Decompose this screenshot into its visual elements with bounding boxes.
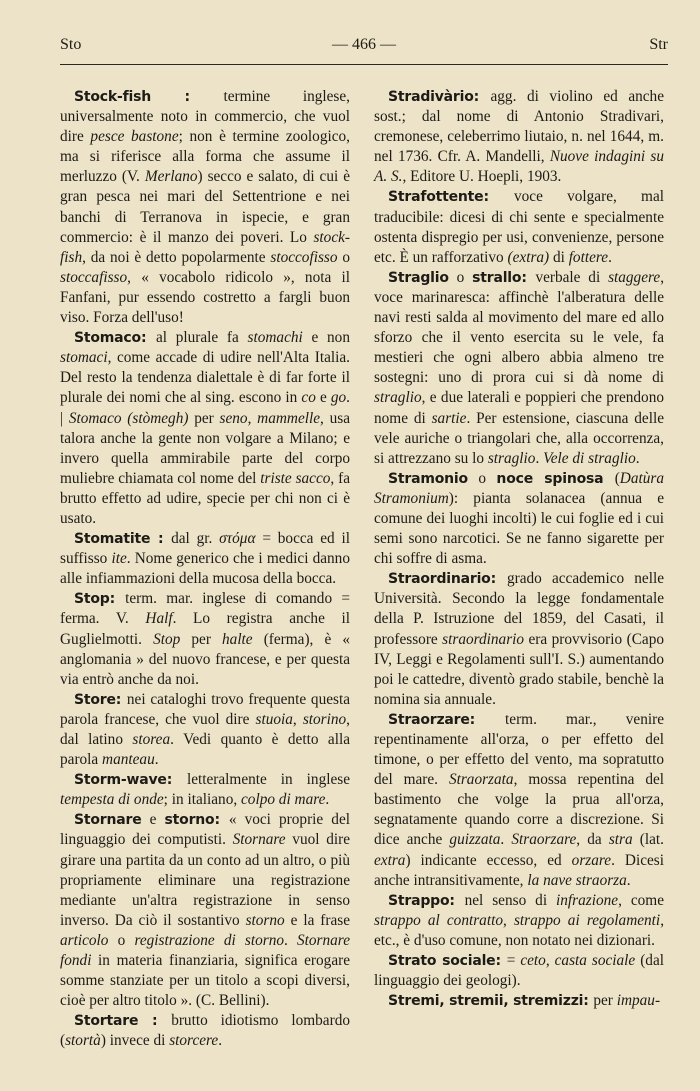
entry-text: , come [618,891,664,909]
entry-text: agg. di violino ed anche sost.; dal nome di Antonio Stradivari, cremonese, celeberrimo liutaio, n. nel 1644, m. nel 1736. Cfr. A. Mandelli, [374,88,664,166]
entry-italic-text: Straorzare [511,831,577,849]
entry-text: , mossa repentina del bastimento che volge la prua all'orza, segnatamente quando corre a discrezione. Si dice anche [374,771,665,849]
entry-connector: o [467,469,497,487]
entry-italic-text: co [301,389,316,407]
entry-text: . Dicesi anche intransitivamente, [374,851,664,889]
entry-italic-text: ceto [520,952,546,970]
entry-italic-text: stoccofisso [270,248,338,266]
entry-separator: : [166,772,187,789]
entry-text: ) invece di [100,1032,170,1050]
entry-italic-text: Merlano [144,168,198,186]
entry-text: . [284,931,298,949]
entry-italic-text: registrazione di storno [134,931,284,949]
entry-headword: Stradivàrio [388,89,474,105]
entry-italic-text: stra [608,831,633,849]
entry-italic-text: fottere [568,248,609,266]
entry-separator: : [109,591,126,608]
entry-text: . [325,791,330,809]
entry-text: al plurale fa [155,329,248,347]
entry-italic-text: strappo al contratto [374,911,503,929]
entry-italic-text: halte [222,630,253,648]
entry-separator: : [483,189,514,206]
entry-text: . Nome generico che i medici danno alle infiammazioni della mucosa della bocca. [60,550,350,588]
entry-italic-text: straordinario [442,630,525,648]
entry-separator: : [138,1013,172,1030]
entry-italic-text: strappo ai regolamenti [513,911,661,929]
entry-italic-text: storino [302,710,347,728]
entry-text: per [593,992,617,1010]
entry-italic-text: storea [132,731,171,748]
entry-separator: : [469,711,506,728]
dictionary-entry [374,710,664,891]
entry-separator: : [214,812,229,829]
entry-italic-text: straglio [374,389,422,407]
entry-text: , fa brutto effetto ad udire, specie per chi non ci è usato. [60,469,350,527]
entry-italic-text: stock-fish [60,228,350,266]
entry-headword: Straordinario [388,571,491,588]
entry-headword: Stortare [74,1013,139,1030]
entry-text: grado accademico nelle Università. Secondo la legge fondamentale della P. Istruzione del 1859, del Casati, il professore [374,570,665,648]
entry-text: , etc., è d'uso comune, non notato nei dizionari. [374,911,665,949]
entry-text: per [180,630,223,648]
entry-text: di [549,248,569,266]
entry-italic-text: colpo di mare [241,791,326,809]
entry-text: vuol dire girare una partita da un conto ad un altro, o più propriamente eliminare una registrazione mediante un'altra registrazione in senso inverso. Da ciò il sostantivo [60,831,350,929]
entry-separator: : [490,571,507,588]
entry-italic-text: storno [245,911,285,929]
entry-text: e non [302,329,350,347]
dictionary-entry [60,690,350,770]
entry-text: voce volgare, mal traducibile: dicesi di chi sente e specialmente ostenta dispregio per usi, convenienze, persone etc. È un rafforzativo [374,188,664,266]
entry-headword: Stock-fish [74,89,152,105]
entry-text: . [626,871,631,889]
entry-separator: : [449,892,465,909]
dictionary-entry [374,187,664,267]
entry-italic-text: Vele di straglio [543,449,636,467]
running-header [60,36,668,58]
entry-italic-text: la nave straorza [527,871,627,889]
entry-separator: : [495,953,507,970]
entry-text: term. mar. inglese di comando = ferma. V. [60,590,350,628]
entry-text: . [635,449,640,467]
dictionary-entry [60,770,350,810]
header-left-guideword: Sto [60,36,82,53]
entry-italic-text: stomachi [247,329,303,347]
entry-italic-text: straglio [487,449,536,467]
entry-text: (lat. [632,831,664,849]
entry-text: term. mar., venire repentinamente all'orza, o per effetto del timone, o per effetto del vento, ma sopratutto del mare. [374,710,664,789]
entry-italic-text: (extra) [507,248,550,266]
dictionary-entry [60,529,350,589]
header-right-guideword: Str [649,36,668,53]
entry-text: , [292,710,303,728]
entry-text: , usa talora anche la gente non volgare a Milano; e invero quella ammirabile parte del corpo muliebre chiamata col nome del [60,409,351,487]
right-column [374,87,664,1011]
entry-italic-text: manteau [102,751,155,769]
entry-text: = [506,952,521,970]
entry-text: , dal latino [60,710,350,748]
entry-text: . [608,248,612,266]
entry-text: (dal linguaggio dei geologi). [374,952,664,990]
entry-headword: Stramonio [388,470,468,487]
entry-separator: : [140,330,156,347]
entry-text: . | [60,389,350,427]
entry-text: , Editore U. Hoepli, 1903. [402,168,562,186]
entry-text: era provvisorio (Capo IV, Leggi e Regolamenti sull'I. S.) aumentando poi le cattedre, diventò grado stabile, benchè la nomina sia annuale. [374,630,664,708]
entry-separator: : [115,691,127,708]
entry-italic-text: casta sociale [554,952,636,970]
dictionary-entry [60,87,350,328]
dictionary-entry [374,991,664,1011]
entry-text: (ferma), è « anglomania » del nuovo francese, e per questa via entrò anche da noi. [60,630,350,688]
entry-italic-text: go [330,389,347,407]
entry-italic-text: Stornare [232,831,286,849]
header-rule [60,64,668,65]
entry-text: ): pianta solanacea (annua e comune dei luoghi incolti) le cui foglie ed i cui semi sono narcotici. Se ne fanno sigarette per chi soffre di asma. [374,489,664,568]
entry-text: , e due laterali e poppieri che prendono nome di [374,389,664,427]
entry-headword: Stomaco [74,330,141,347]
dictionary-entry [374,268,664,469]
entry-italic-text: Stornare fondi [60,931,350,970]
entry-italic-text: articolo [60,931,109,949]
dictionary-entry [60,328,350,529]
entry-text: o [108,931,135,949]
entry-italic-text: guizzata [449,831,501,849]
entry-italic-text: mammelle [257,409,321,427]
dictionary-entry [374,951,664,991]
entry-text: brutto idiotismo lombardo ( [60,1012,350,1050]
dictionary-entry [374,569,664,710]
entry-headword: Stornare [74,812,142,829]
dictionary-entry [374,891,664,951]
entry-text: letteralmente in inglese [186,771,351,789]
entry-italic-text: Straorzata [448,771,514,789]
entry-separator: : [521,269,536,286]
entry-italic-text: stoccafisso [60,268,128,286]
entry-text: . [535,449,544,467]
entry-text: . Lo registra anche il Guglielmotti. [60,610,350,648]
entry-text: nei cataloghi trovo frequente questa parola francese, che vuol dire [60,690,351,728]
entry-connector: e [141,811,165,829]
entry-headword: Storm-wave [74,772,167,789]
entry-italic-text: staggere [608,268,661,286]
dictionary-entry [60,1011,350,1051]
entry-text: , come accade di udire nell'Alta Italia. Del resto la tendenza dialettale è di far forte il plurale dei nomi che al sing. escono in [60,349,350,407]
entry-headword: Strafottente [388,189,484,206]
entry-text: , [247,409,258,427]
entry-text: , [502,911,514,929]
entry-text: ) secco e salato, di cui è gran pesca nei mari del Settentrione e nei banchi di Terranova in ispecie, e gran commercio: è il manzo dei poveri. Lo [60,168,350,246]
entry-headword: Store [74,691,116,708]
entry-italic-text: pesce bastone [90,128,179,146]
entry-text: ) indicante eccesso, ed [405,851,572,869]
entry-italic-text: seno [219,409,248,427]
entry-headword: Stremi, stremii, stremizzi [388,993,584,1010]
entry-text: , [545,952,555,970]
entry-text: ; non è termine zoologico, ma si riferisce alla forma che assume il merluzzo (V. [60,128,350,186]
entry-text: « voci proprie del linguaggio dei computisti. [60,811,350,849]
entry-text: ; in italiano, [163,791,241,809]
entry-italic-text: orzare [571,851,612,869]
entry-italic-text: extra [374,851,406,869]
page-number: — 466 — [332,36,396,53]
entry-separator: : [150,531,172,548]
entry-italic-text: tempesta di onde [60,791,164,809]
entry-separator: : [151,89,224,105]
entry-italic-text: ite [111,550,127,568]
entry-text: . [500,831,512,849]
dictionary-entry [60,810,350,1011]
entry-text: , da [576,831,609,849]
entry-text: . [218,1032,223,1050]
entry-text: , « vocabolo ridicolo », nota il Fanfani, pur essendo costretto a fargli buon viso. Forza dell'uso! [60,268,350,327]
entry-text: termine inglese, universalmente noto in commercio, che vuol dire [60,88,350,146]
entry-text: e la frase [284,911,350,929]
dictionary-entry [374,469,664,569]
entry-headword: Stop [74,591,110,608]
entry-headword: Straglio [388,269,449,286]
entry-italic-text: stuoia [255,710,293,728]
entry-text: in materia finanziaria, significa erogare somme stanziate per un titolo a scopi diversi, cioè per altro titolo ». (C. Bellini). [60,952,350,1010]
entry-separator [603,471,614,487]
entry-text: nel senso di [464,891,557,909]
entry-headword: Strappo [388,892,450,909]
entry-italic-text: Stomaco (stòmegh) [68,409,189,427]
entry-text: ( [614,469,620,487]
entry-italic-text: Datùra Stramonium [374,469,664,507]
entry-separator: : [473,89,491,105]
entry-text: o [337,248,350,266]
dictionary-entry [374,87,664,187]
entry-italic-text: stortà [65,1032,101,1050]
entry-connector: o [448,268,473,286]
entry-text: e [315,389,331,407]
entry-headword-variant: storno [164,812,215,829]
entry-italic-text: Half [145,610,173,628]
left-column [60,87,350,1052]
entry-italic-text: triste sacco [260,469,331,487]
entry-text: . Vedi quanto è detto alla parola [60,731,350,769]
entry-text: , voce marinaresca: affinchè l'alberatura delle navi resti salda al movimento del mare ed allo sforzo che il vento esercita su le vele, fa mestieri che ogni albero abbia almeno tre sostegni: uno di prora cui si dà nome di [374,268,665,387]
entry-text: , da noi è detto popolarmente [82,248,271,266]
entry-italic-text: impau- [616,992,661,1010]
entry-text: . [154,751,159,769]
entry-italic-text: στόμα [219,530,256,548]
entry-headword-variant: noce spinosa [496,470,604,487]
entry-headword-variant: strallo [472,269,522,286]
entry-italic-text: Stop [153,630,181,648]
entry-italic-text: storcere [169,1032,219,1050]
entry-text: . Per estensione, ciascuna delle vele auriche o triangolari che, alla occorrenza, si attrezzano su lo [374,409,664,467]
entry-headword: Strato sociale [388,953,496,970]
entry-text: dal gr. [171,530,220,548]
entry-headword: Stomatite [74,531,151,548]
entry-italic-text: Nuove indagini su A. S. [374,148,664,186]
entry-text: = bocca ed il suffisso [60,530,351,568]
entry-text: verbale di [535,268,609,286]
entry-italic-text: sartie [431,409,467,427]
entry-separator: : [583,993,594,1010]
entry-italic-text: stomaci [60,349,108,367]
entry-italic-text: infrazione [556,891,619,909]
dictionary-entry [60,589,350,689]
entry-headword: Straorzare [388,711,470,728]
entry-text: per [188,409,220,427]
